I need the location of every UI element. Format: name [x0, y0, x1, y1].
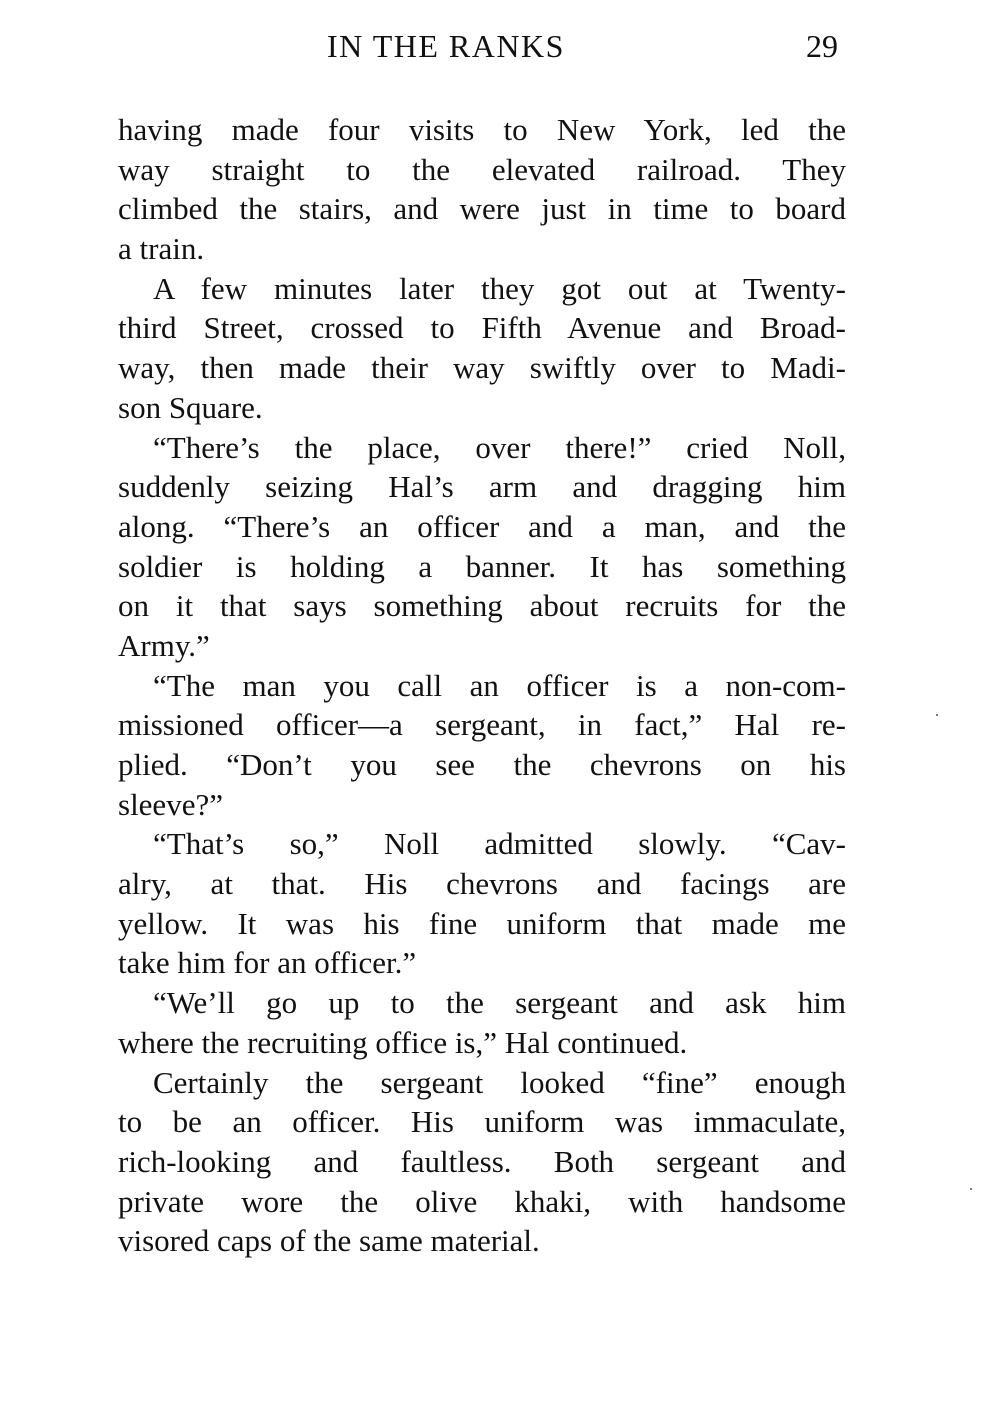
- page-number: 29: [806, 28, 838, 64]
- text-line: along. “There’s an officer and a man, and the: [118, 508, 846, 544]
- text-line: suddenly seizing Hal’s arm and dragging him: [118, 469, 846, 505]
- text-line: sleeve?”: [118, 786, 223, 822]
- text-line: son Square.: [118, 389, 263, 425]
- text-line: third Street, crossed to Fifth Avenue and Broad-: [118, 310, 846, 346]
- text-line: Army.”: [118, 627, 210, 663]
- text-line: plied. “Don’t you see the chevrons on his: [118, 747, 846, 782]
- text-line: private wore the olive khaki, with handsome: [118, 1183, 846, 1219]
- text-line: visored caps of the same material.: [118, 1223, 540, 1259]
- text-line: “We’ll go up to the sergeant and ask him: [153, 985, 846, 1021]
- text-line: on it that says something about recruits for the: [118, 588, 846, 624]
- text-line: way straight to the elevated railroad. They: [118, 151, 846, 187]
- text-line: alry, at that. His chevrons and facings are: [118, 866, 846, 902]
- text-line: rich-looking and faultless. Both sergeant and: [118, 1143, 846, 1179]
- text-line: a train.: [118, 231, 205, 267]
- text-line: “That’s so,” Noll admitted slowly. “Cav-: [153, 826, 846, 862]
- text-line: soldier is holding a banner. It has something: [118, 548, 846, 584]
- body-text: [118, 110, 846, 1261]
- text-line: yellow. It was his fine uniform that made me: [118, 905, 846, 941]
- text-line: to be an officer. His uniform was immaculate,: [118, 1104, 846, 1140]
- text-line: “There’s the place, over there!” cried Noll,: [153, 429, 846, 465]
- text-line: A few minutes later they got out at Twenty-: [153, 270, 846, 306]
- scan-speck: [936, 714, 938, 716]
- text-line: having made four visits to New York, led the: [118, 112, 846, 147]
- text-line: climbed the stairs, and were just in time to board: [118, 191, 846, 227]
- text-line: missioned officer—a sergeant, in fact,” Hal re-: [118, 707, 846, 743]
- scan-speck: [970, 1188, 972, 1190]
- text-line: way, then made their way swiftly over to Madi-: [118, 350, 846, 386]
- text-line: “The man you call an officer is a non-com-: [153, 667, 846, 703]
- running-title: IN THE RANKS: [327, 28, 565, 64]
- text-line: where the recruiting office is,” Hal continued.: [118, 1024, 688, 1060]
- text-line: take him for an officer.”: [118, 945, 417, 981]
- text-line: Certainly the sergeant looked “fine” enough: [153, 1064, 846, 1100]
